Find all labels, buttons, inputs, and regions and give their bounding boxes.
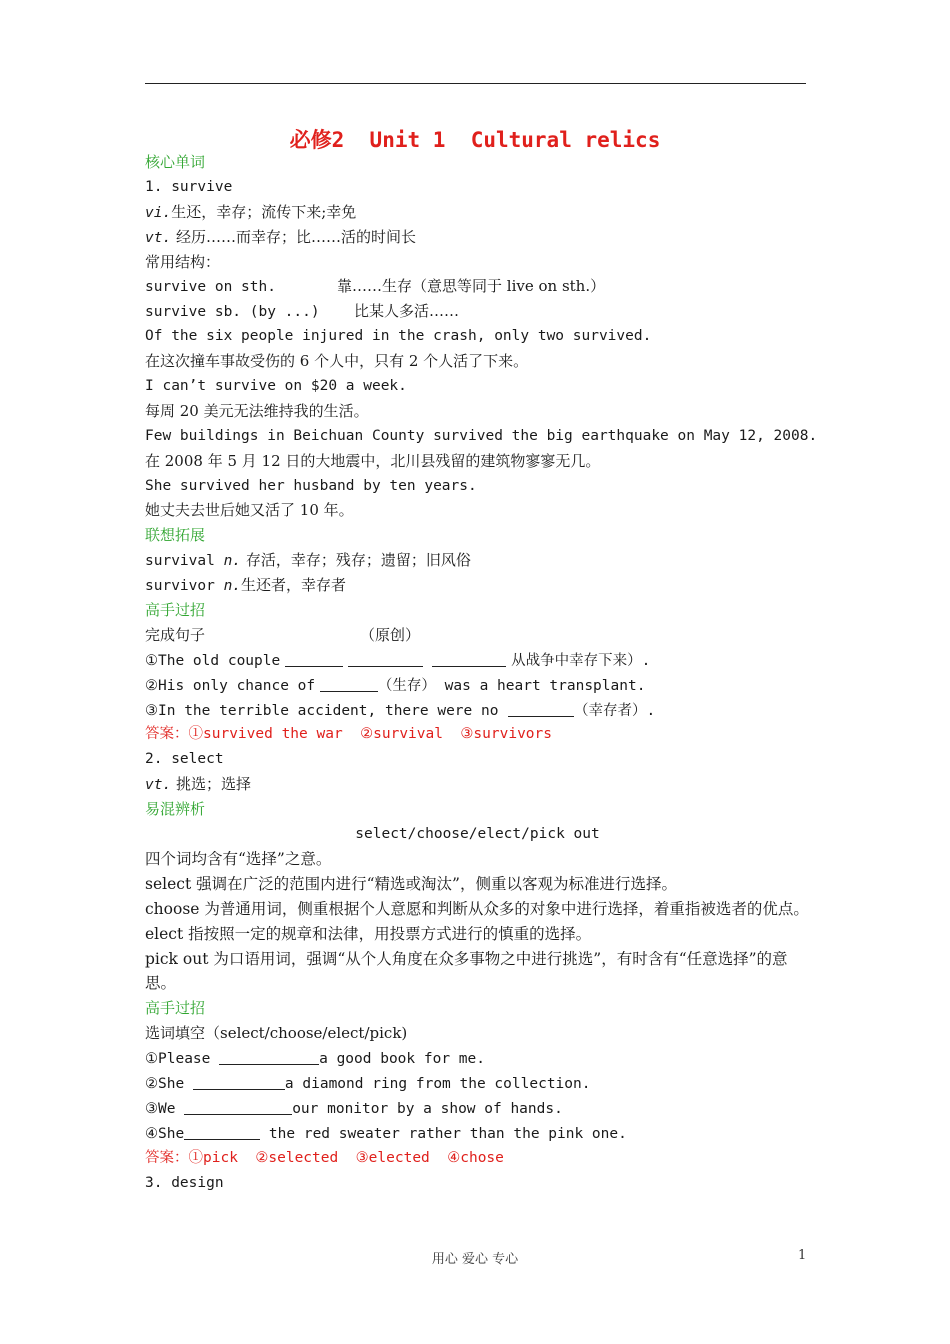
association-survival <box>145 548 810 573</box>
word-entry-survive: 1. survive <box>145 178 233 195</box>
page-footer: 用心 爱心 专心 <box>431 1252 519 1267</box>
pos-label: n. <box>223 553 242 570</box>
exercise-4 <box>145 1121 810 1146</box>
definition-vi <box>145 200 810 225</box>
exercise-text: a diamond ring from the collection. <box>284 1076 591 1093</box>
word: survivor <box>145 578 224 595</box>
pos-label: vi. <box>145 204 172 221</box>
confusion-heading: select/choose/elect/pick out <box>355 826 600 843</box>
word: survival <box>145 553 224 570</box>
exercise-text: ①Please <box>145 1051 220 1068</box>
section-heading-core-words: 核心单词 <box>145 153 206 171</box>
exercise-text: ①The old couple <box>145 652 281 669</box>
exercise-text: the red sweater rather than the pink one. <box>260 1125 627 1142</box>
blank <box>432 651 506 667</box>
exercise-text: our monitor by a show of hands. <box>292 1100 563 1117</box>
exercise-2 <box>145 1071 810 1096</box>
structures-label: 常用结构： <box>145 252 221 271</box>
example-cn: 在这次撞车事故受伤的 6 个人中，只有 2 个人活了下来。 <box>145 352 529 371</box>
example-cn: 每周 20 美元无法维持我的生活。 <box>145 401 369 420</box>
pos-label: vt. <box>145 777 172 794</box>
structure-en: survive on sth. <box>145 279 276 296</box>
structure-cn: 靠……生存（意思等同于 live on sth.） <box>337 277 606 296</box>
paragraph: 四个词均含有“选择”之意。 <box>145 849 332 868</box>
definition-text: 生还，幸存；流传下来;幸免 <box>171 202 357 221</box>
paragraph: pick out 为口语用词，强调“从个人角度在众多事物之中进行挑选”，有时含有“任意选择”的意思。 <box>145 949 788 993</box>
structure-2 <box>145 299 810 324</box>
blank <box>320 676 378 692</box>
task-note: （原创） <box>360 625 421 644</box>
pos-label: n. <box>223 578 242 595</box>
blank <box>285 651 343 667</box>
section-heading-practice: 高手过招 <box>145 601 206 620</box>
example-cn: 在 2008 年 5 月 12 日的大地震中，北川县残留的建筑物寥寥无几。 <box>145 451 601 470</box>
structure-1 <box>145 274 810 299</box>
page-title: 必修2 Unit 1 Cultural relics <box>289 128 661 152</box>
blank <box>508 701 574 717</box>
answer-line: 答案：①pick ②selected ③elected ④chose <box>145 1149 504 1166</box>
pos-label: vt. <box>145 229 172 246</box>
document-body <box>145 150 818 1196</box>
exercise-text: ②His only chance of <box>145 677 316 694</box>
exercise-3 <box>145 698 810 723</box>
paragraph: choose 为普通用词，侧重根据个人意愿和判断从众多的对象中进行选择，着重指被选者的优点。 <box>145 899 809 918</box>
section-heading-association: 联想拓展 <box>145 526 206 545</box>
exercise-3 <box>145 1096 810 1121</box>
exercise-text: a good book for me. <box>319 1051 485 1068</box>
blank <box>348 651 423 667</box>
exercise-1 <box>145 648 810 673</box>
task-label <box>145 623 810 648</box>
exercise-text: （幸存者）. <box>574 702 656 719</box>
exercise-text: ④She <box>145 1125 185 1142</box>
definition-text: 存活，幸存；残存；遗留；旧风俗 <box>241 551 471 570</box>
definition-text: 经历……而幸存；比……活的时间长 <box>171 227 416 246</box>
section-heading-confusion: 易混辨析 <box>145 800 206 819</box>
blank <box>184 1099 292 1115</box>
task-label: 选词填空（select/choose/elect/pick) <box>145 1024 408 1043</box>
definition-text: 生还者，幸存者 <box>241 576 347 595</box>
exercise-text: 从战争中幸存下来）. <box>511 652 651 669</box>
paragraph: elect 指按照一定的规章和法律，用投票方式进行的慎重的选择。 <box>145 924 592 943</box>
example-en: Of the six people injured in the crash, only two survived. <box>145 328 652 345</box>
word-entry-select: 2. select <box>145 751 224 768</box>
exercise-2 <box>145 673 810 698</box>
structure-cn: 比某人多活…… <box>354 302 460 321</box>
definition-text: 挑选；选择 <box>171 775 251 794</box>
exercise-1 <box>145 1046 810 1071</box>
exercise-text: ③In the terrible accident, there were no <box>145 702 499 719</box>
page-number: 1 <box>798 1248 807 1263</box>
example-en: I can’t survive on $20 a week. <box>145 378 407 395</box>
word-entry-design: 3. design <box>145 1174 224 1191</box>
task-text: 完成句子 <box>145 625 206 644</box>
example-cn: 她丈夫去世后她又活了 10 年。 <box>145 501 354 520</box>
exercise-text: ②She <box>145 1076 193 1093</box>
exercise-text: ③We <box>145 1100 185 1117</box>
blank <box>219 1049 319 1065</box>
blank <box>184 1124 260 1140</box>
paragraph: select 强调在广泛的范围内进行“精选或淘汰”，侧重以客观为标准进行选择。 <box>145 874 677 893</box>
structure-en: survive sb. (by ...) <box>145 304 320 321</box>
header-rule <box>145 83 806 84</box>
exercise-text: （生存） was a heart transplant. <box>377 677 646 694</box>
example-en: She survived her husband by ten years. <box>145 477 477 494</box>
section-heading-practice: 高手过招 <box>145 999 206 1018</box>
association-survivor <box>145 573 810 598</box>
example-en: Few buildings in Beichuan County survived the big earthquake on May 12, 2008. <box>145 427 818 444</box>
definition-vt <box>145 772 810 797</box>
answer-line: 答案：①survived the war ②survival ③survivors <box>145 726 552 743</box>
definition-vt <box>145 225 810 250</box>
blank <box>193 1074 285 1090</box>
